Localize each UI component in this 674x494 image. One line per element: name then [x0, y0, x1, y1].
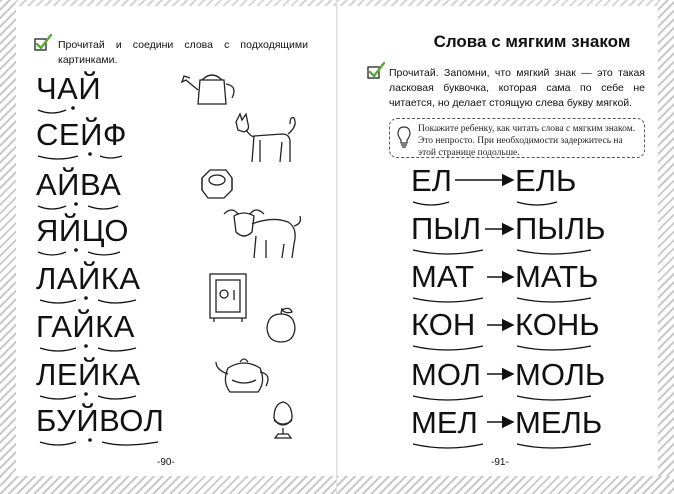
pair-to-mat: МАТЬ: [515, 259, 599, 294]
pair-from-mol: МОЛ: [411, 357, 481, 392]
egg-in-cup-icon: [270, 400, 296, 442]
instruction-text: Прочитай и соедини слова с подходящими картинками.: [58, 39, 308, 66]
hex-nut-icon: [198, 168, 236, 200]
pair-to-pyl: ПЫЛЬ: [515, 211, 606, 246]
safe-icon: [208, 272, 250, 324]
pair-to-el: ЕЛЬ: [515, 163, 577, 198]
parent-note-text: Покажите ребенку, как читать слова с мягким знаком. Это непросто. При необходимости задержитесь на этой странице подольше.: [418, 124, 636, 158]
husky-dog-icon: [232, 112, 300, 166]
word-ayva: АЙВА: [36, 167, 122, 202]
pair-from-mat: МАТ: [411, 259, 475, 294]
pair-from-pyl: ПЫЛ: [411, 211, 482, 246]
pair-from-kon: КОН: [411, 307, 476, 342]
pair-to-mol: МОЛЬ: [515, 357, 606, 392]
word-yaytso: ЯЙЦО: [36, 213, 130, 248]
pair-arrows: [337, 0, 674, 494]
teapot-icon: [214, 352, 274, 396]
word-leyka: ЛЕЙКА: [36, 357, 141, 392]
watering-can-icon: [182, 70, 242, 108]
word-layka: ЛАЙКА: [36, 261, 141, 296]
pair-to-kon: КОНЬ: [515, 307, 600, 342]
page-number-left: -90-: [157, 457, 175, 468]
quince-icon: [264, 306, 298, 344]
pair-from-mel: МЕЛ: [411, 405, 478, 440]
buffalo-icon: [222, 206, 304, 262]
page-number-right: -91-: [491, 457, 509, 468]
word-gayka: ГАЙКА: [36, 309, 135, 344]
word-chay: ЧАЙ: [36, 71, 102, 106]
instruction-text-right: Прочитай. Запомни, что мягкий знак — это такая ласковая буквочка, которая сама по себе не читается, но делает стоящую слева букву мягкой.: [389, 67, 645, 109]
page-title: Слова с мягким знаком: [433, 32, 631, 51]
word-buyvol: БУЙВОЛ: [36, 403, 165, 438]
right-page: [337, 0, 674, 494]
pair-from-el: ЕЛ: [411, 163, 453, 198]
word-seyf: СЕЙФ: [36, 117, 127, 152]
pair-to-mel: МЕЛЬ: [515, 405, 603, 440]
